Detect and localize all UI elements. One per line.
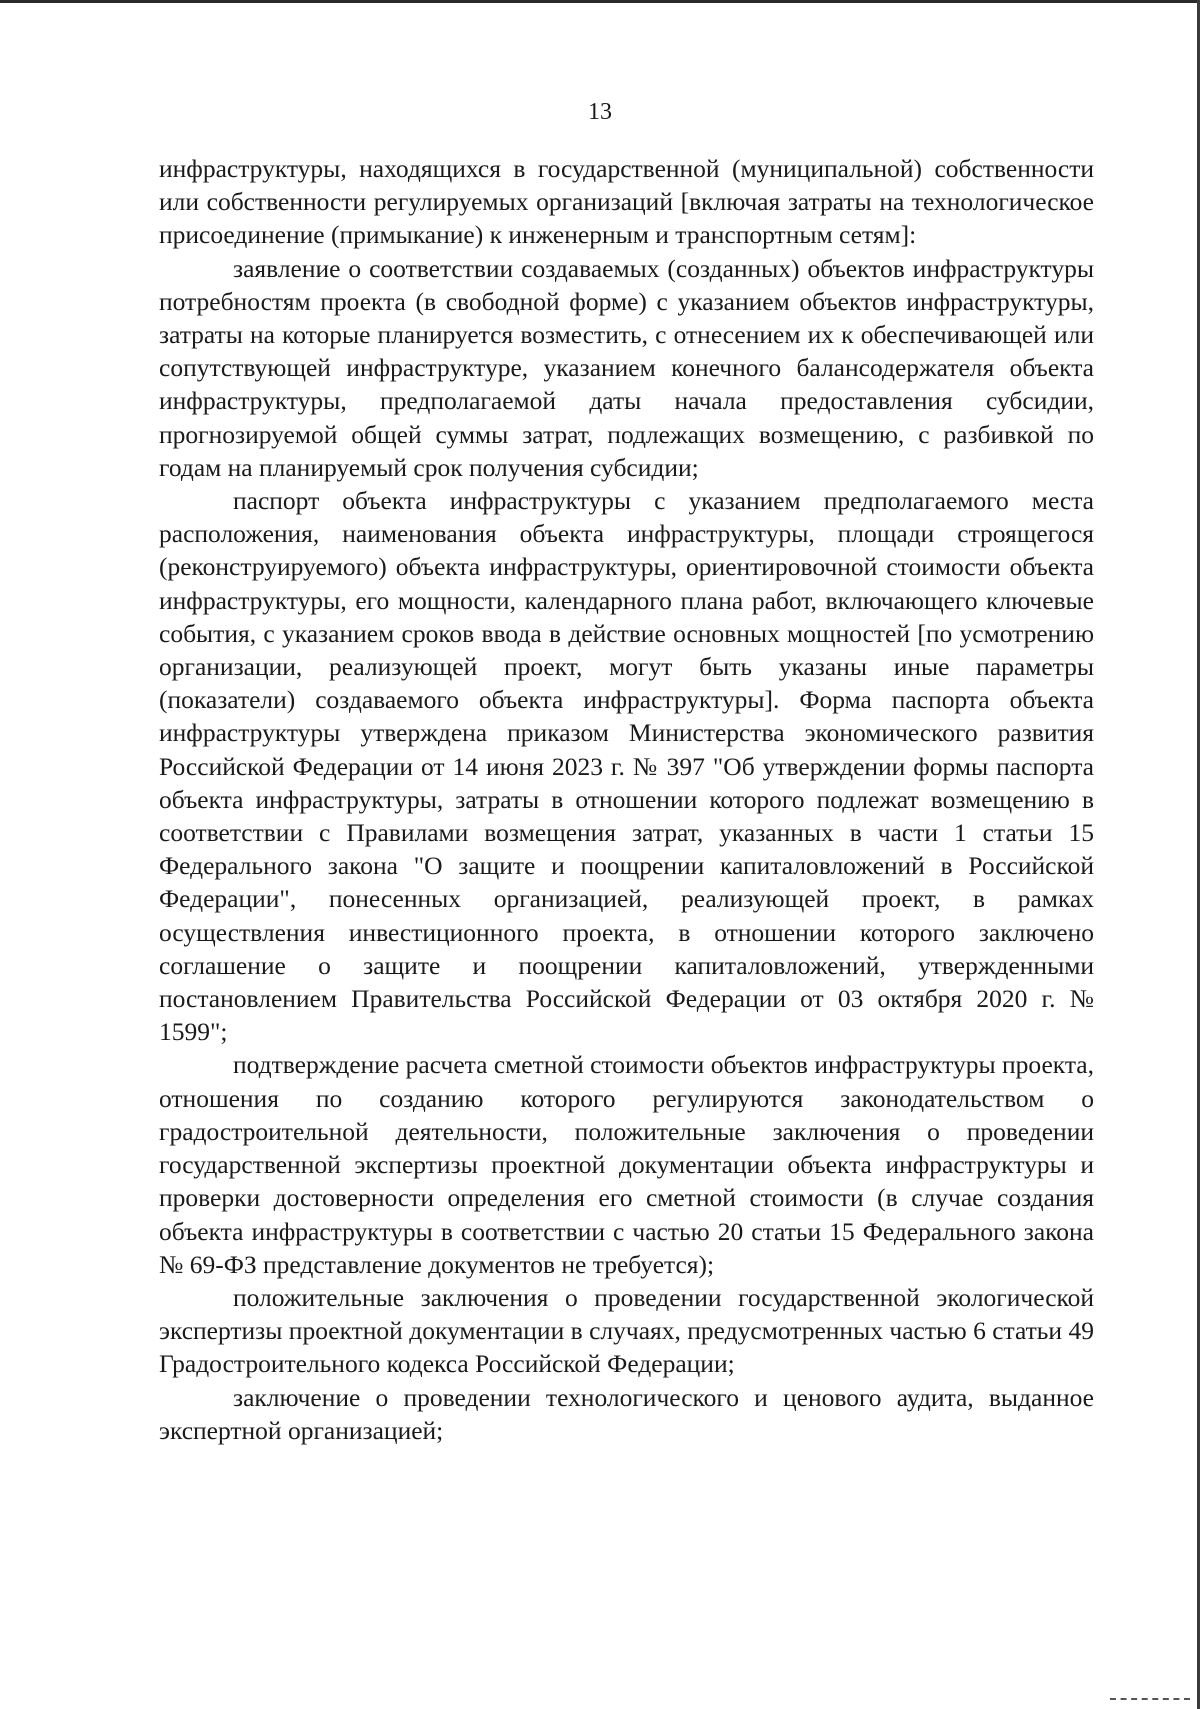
paragraph-infrastructure-passport: паспорт объекта инфраструктуры с указанием предполагаемого места расположения, наименования объекта инфраструктуры, площади строящегося (реконструируемого) объекта инфраструктуры, ориентировочной стоимости объекта инфраструктуры, его мощности, календарного плана работ, включающего ключевые события, с указанием сроков ввода в действие основных мощностей [по усмотрению организации, реализующей проект, могут быть указаны иные параметры (показатели) создаваемого объекта инфраструктуры]. Форма паспорта объекта инфраструктуры утверждена приказом Министерства экономического развития Российской Федерации от 14 июня 2023 г. № 397 "Об утверждении формы паспорта объекта инфраструктуры, затраты в отношении которого подлежат возмещению в соответствии с Правилами возмещения затрат, указанных в части 1 статьи 15 Федерального закона "О защите и поощрении капиталовложений в Российской Федерации", понесенных организацией, реализующей проект, в рамках осуществления инвестиционного проекта, в отношении которого заключено соглашение о защите и поощрении капиталовложений, утвержденными постановлением Правительства Российской Федерации от 03 октября 2020 г. № 1599"; (159, 486, 1094, 1047)
paragraph-estimate-confirmation: подтверждение расчета сметной стоимости объектов инфраструктуры проекта, отношения по созданию которого регулируются законодательством о градостроительной деятельности, положительные заключения о проведении государственной экспертизы проектной документации объекта инфраструктуры и проверки достоверности определения его сметной стоимости (в случае создания объекта инфраструктуры в соответствии с частью 20 статьи 15 Федерального закона № 69-ФЗ представление документов не требуется); (159, 1050, 1094, 1279)
paragraph-statement-of-conformity: заявление о соответствии создаваемых (созданных) объектов инфраструктуры потребностям проекта (в свободной форме) с указанием объектов инфраструктуры, затраты на которые планируется возместить, с отнесением их к обеспечивающей или сопутствующей инфраструктуре, указанием конечного балансодержателя объекта инфраструктуры, предполагаемой даты начала предоставления субсидии, прогнозируемой общей суммы затрат, подлежащих возмещению, с разбивкой по годам на планируемый срок получения субсидии; (159, 253, 1094, 482)
paragraph-audit-conclusion: заключение о проведении технологического и ценового аудита, выданное экспертной организацией; (159, 1382, 1094, 1445)
scan-edge-top (0, 0, 1200, 3)
scan-mark (1110, 1698, 1190, 1703)
page-number: 13 (588, 99, 612, 125)
paragraph-infrastructure-continuation: инфраструктуры, находящихся в государственной (муниципальной) собственности или собственности регулируемых организаций [включая затраты на технологическое присоединение (примыкание) к инженерным и транспортным сетям]: (159, 154, 1094, 250)
document-body (159, 152, 1094, 1447)
paragraph-ecological-expertise: положительные заключения о проведении государственной экологической экспертизы проектной документации в случаях, предусмотренных частью 6 статьи 49 Градостроительного кодекса Российской Федерации; (159, 1282, 1094, 1379)
